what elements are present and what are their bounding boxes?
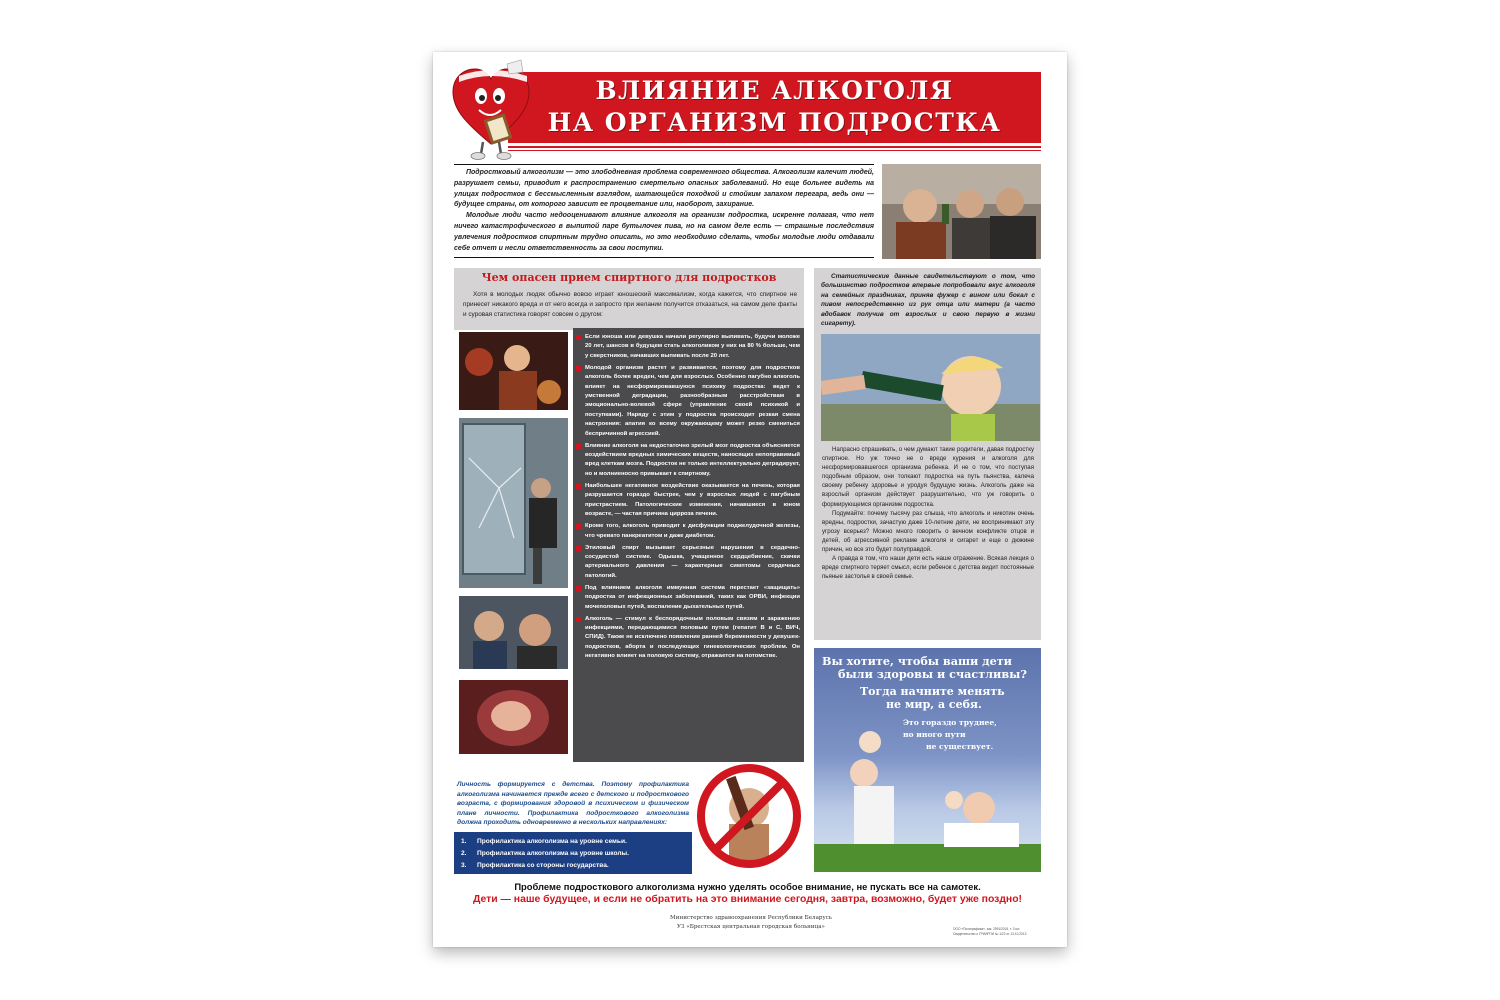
intro-paragraph-1: Подростковый алкоголизм — это злободневная проблема современного общества. Алкоголизм калечит людей, разрушает семьи, приводит к распространению смертельно опасных заболеваний. Но еще больнее видеть на улицах подростков с бессмысленным взглядом, шатающейся походкой и стойким запахом перегара, ведь они — будущее страны, от которого зависит ее процветание или, наоборот, захирание.	[454, 169, 874, 209]
intro-rule-top	[454, 164, 874, 165]
ministry-line-2: УЗ «Брестская центральная городская больница»	[677, 924, 825, 930]
happy-family-box	[814, 648, 1041, 872]
bullet-item: Алкоголь — стимул к беспорядочным половым связям и заражению инфекциями, передающимися половым путем (гепатит В и С, ВИЧ, СПИД). Также не исключено появление ранней беременности у девушек-подростков, аборта и последующих гинекологических проблем. Он негативно влияет на половую систему, отражается на потомстве.	[576, 615, 800, 662]
poster-title-line-2: НА ОРГАНИЗМ ПОДРОСТКА	[547, 108, 1002, 137]
parents-paragraph-2: Подумайте: почему тысячу раз слыша, что алкоголь и никотин очень вредны, подростки, зачастую даже 10-летние дети, не воспринимают эту угрозу всерьез? Можно много говорить о вечном конфликте отцов и детей, об агрессивной рекламе алкоголя и сигарет и еще о дюжине причин, но все это будет полуправдой.	[822, 509, 1034, 554]
banner-underline-thin	[508, 150, 1041, 151]
statistics-text: Статистические данные свидетельствуют о том, что большинство подростков впервые попробовали вкус алкоголя на семейных праздниках, приняв фужер с вином или бокал с пивом непосредственно из рук отца или матери (а часто вдобавок получив от взрослых и свою первую в жизни сигарету).	[821, 273, 1035, 328]
banner-underline	[508, 146, 1041, 148]
danger-heading: Чем опасен прием спиртного для подростков	[481, 271, 777, 284]
sub-line-2: но иного пути	[903, 730, 966, 739]
sub-line-1: Это гораздо труднее,	[903, 718, 997, 727]
sub-line-3: не существует.	[926, 742, 994, 751]
danger-intro: Хотя в молодых людях обычно вовсю играет юношеский максимализм, когда кажется, что спиртное не принесет никакого вреда и от него всегда и запросто при желании получится отказаться, на самом деле факты и суровая статистика говорят совсем о другом:	[463, 291, 797, 318]
poster	[433, 52, 1067, 947]
prevention-item: 1. Профилактика алкоголизма на уровне семьи.	[461, 838, 627, 845]
question-line-2: были здоровы и счастливы?	[838, 667, 1027, 681]
photo-drunk-teens	[459, 596, 568, 669]
photo-fetus	[459, 680, 568, 754]
bullet-item: Молодой организм растет и развивается, поэтому для подростков алкоголь более вреден, чем для взрослых. Особенно пагубно алкоголь влияет на несформировавшуюся психику подростка: ведет к умственной деградации, разнообразным расстройствам в эмоционально-волевой сфере (управление своей психикой и поступками). Наряду с этим у подростка происходит резкая смена настроения: апатия ко всему окружающему может резко смениться беспричинной агрессией.	[576, 364, 800, 439]
no-alcohol-sign-icon	[691, 758, 807, 874]
photo-teen-party	[459, 332, 568, 410]
prevention-item: 3. Профилактика со стороны государства.	[461, 861, 609, 869]
ministry-line-1: Министерство здравоохранения Республики Беларусь	[670, 915, 832, 921]
bullet-item: Влияние алкоголя на недостаточно зрелый мозг подростка объясняется воздействием вредных химических веществ, наносящих непоправимый вред клеткам мозга. Подросток не только интеллектуально деградирует, но и молниеносно привыкает к спиртному.	[576, 442, 800, 480]
question-line-1: Вы хотите, чтобы ваши дети	[822, 654, 1012, 668]
print-info-2: Свидетельство о ГРИИРПИ № 1/22 от 13.10.2013	[953, 932, 1027, 936]
bullet-item: Этиловый спирт вызывает серьезные нарушения в сердечно-сосудистой системе. Одышка, учащенное сердцебиение, скачки артериального давления — характерные симптомы сердечных патологий.	[576, 544, 800, 582]
photo-happy-family	[814, 648, 1041, 872]
heart-mascot-icon	[447, 58, 535, 162]
bullet-item: Если юноша или девушка начали регулярно выпивать, будучи моложе 20 лет, шансов в будущем стать алкоголиком у них на 80 % больше, чем у сверстников, начавших выпивать после 20 лет.	[576, 333, 800, 361]
answer-line-2: не мир, а себя.	[886, 698, 982, 711]
bullet-item: Под влиянием алкоголя иммунная система перестает «защищать» подростка от инфекционных заболеваний, таких как ОРВИ, инфекции мочеполовых путей, воспаление дыхательных путей.	[576, 584, 800, 612]
bullet-item: Кроме того, алкоголь приводит к дисфункции поджелудочной железы, что чревато панкреатитом и даже диабетом.	[576, 522, 800, 541]
intro-text	[454, 168, 874, 254]
photo-child-with-bottle	[821, 334, 1040, 441]
footer-line-1: Проблеме подросткового алкоголизма нужно уделять особое внимание, не пускать все на самотек.	[514, 881, 981, 892]
poster-title-line-1: ВЛИЯНИЕ АЛКОГОЛЯ	[595, 76, 954, 105]
photo-broken-glass	[459, 418, 568, 588]
prevention-item: 2. Профилактика алкоголизма на уровне школы.	[461, 849, 629, 857]
footer-line-2: Дети — наше будущее, и если не обратить на это внимание сегодня, завтра, возможно, будет уже поздно!	[472, 894, 1023, 905]
prevention-list	[461, 836, 686, 871]
parents-paragraph-3: А правда в том, что наши дети есть наше отражение. Всякая лекция о вреде спиртного теряет смысл, если ребенок с детства видит постоянные пьяные застолья в своей семье.	[822, 555, 1034, 581]
print-info-1: ООО «Полиграфика», зак. 2991/2015, т. 3 шт.	[953, 927, 1020, 931]
intro-rule-bottom	[454, 257, 874, 258]
intro-paragraph-2: Молодые люди часто недооценивают влияние алкоголя на организм подростка, искренне полагая, что нет ничего катастрофического в выпитой паре бутылочек пива, но на самом деле есть — страшные последствия увлечения подростков спиртным трудно описать, но это необходимо сделать, чтобы молодые люди отдавали себе отчет и несли ответственность за свои поступки.	[454, 212, 874, 252]
parents-text	[822, 445, 1034, 581]
danger-bullet-list	[576, 333, 800, 664]
parents-paragraph-1: Напрасно спрашивать, о чем думают такие родители, давая подростку спиртное. Но уж точно не о вреде курения и алкоголя для несформировавшегося организма ребенка. И не о том, что поступая подобным образом, они толкают подростка на путь пьянства, калеча своему ребенку здоровье и уродуя будущую жизнь. Алкоголь даже на взрослый организм действует разрушительно, что уж говорить о формирующемся организме подростка.	[822, 446, 1034, 508]
bullet-item: Наибольшее негативное воздействие оказывается на печень, которая разрушается гораздо быстрее, чем у взрослых людей с пагубным пристрастием. Патологические изменения, начавшиеся в юном возрасте, — частая причина цирроза печени.	[576, 482, 800, 520]
prevention-text: Личность формируется с детства. Поэтому профилактика алкоголизма начинается прежде всего с детского и подросткового возраста, с формирования здоровой в психическом и физическом плане личности. Профилактика подросткового алкоголизма должна проходить одновременно в нескольких направлениях:	[457, 781, 689, 827]
answer-line-1: Тогда начните менять	[860, 685, 1005, 698]
photo-teens-drinking	[882, 164, 1041, 259]
